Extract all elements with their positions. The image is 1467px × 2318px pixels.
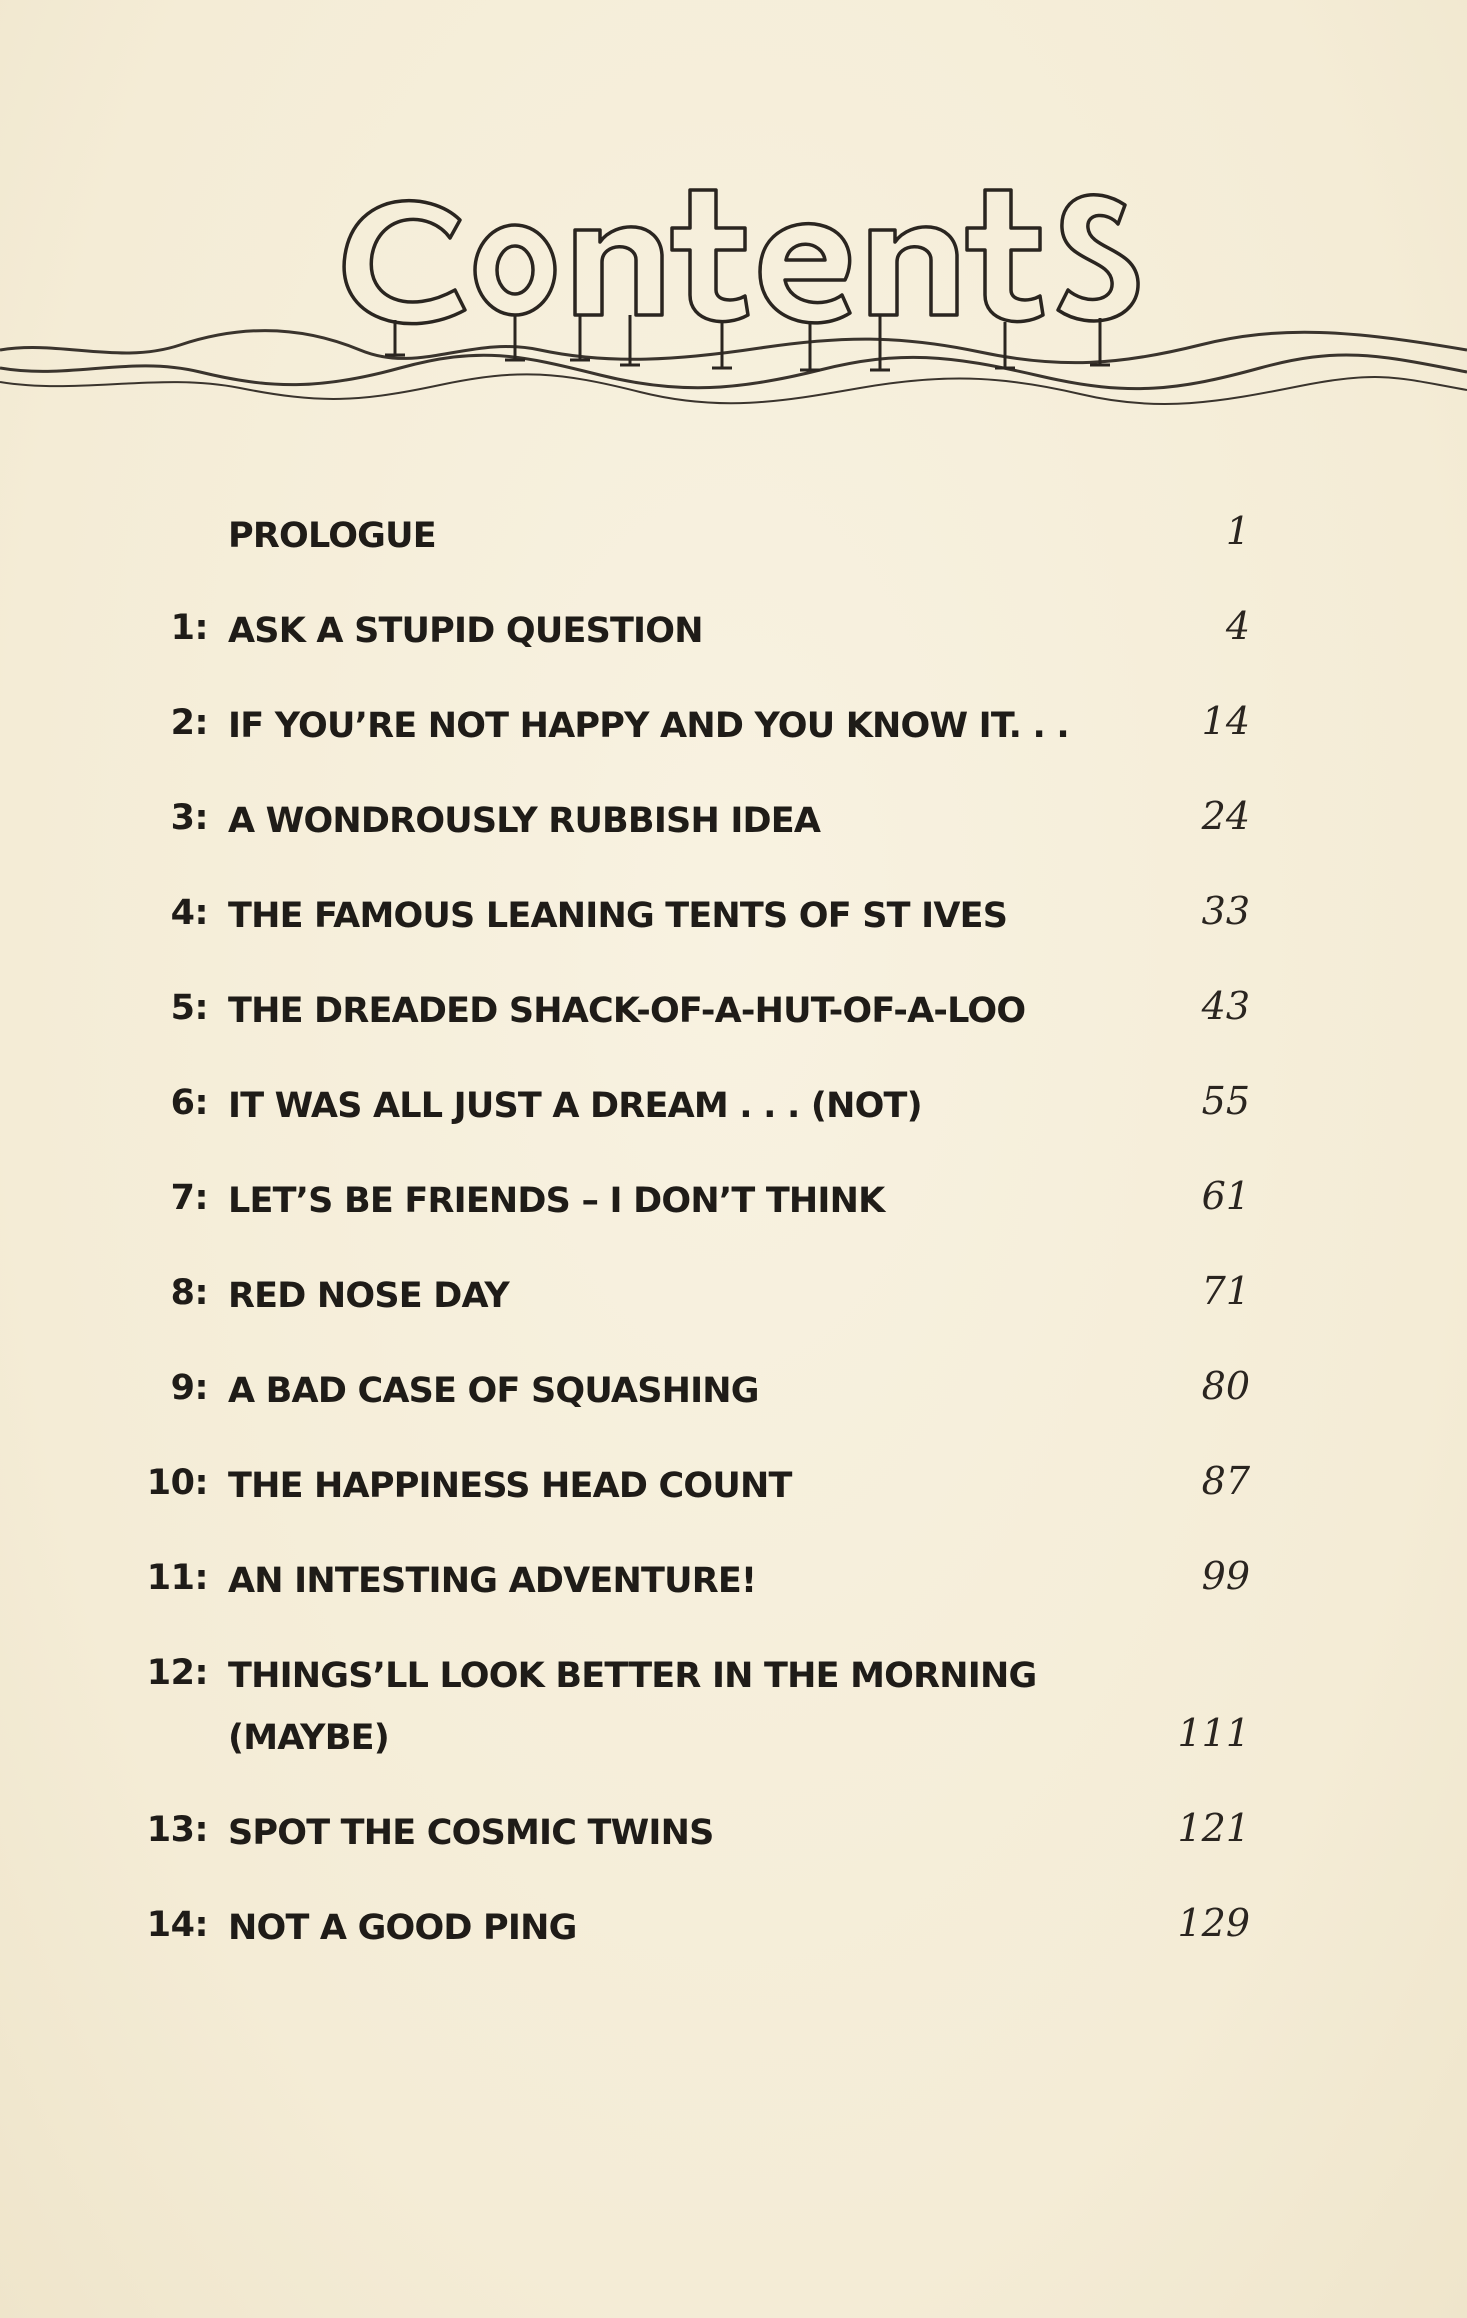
page-number: 24: [1201, 794, 1250, 838]
chapter-title: SPOT THE COSMIC TWINS: [228, 1813, 714, 1853]
contents-title-artwork: [0, 150, 1467, 450]
chapter-number: 4:: [170, 893, 208, 933]
chapter-title: THE FAMOUS LEANING TENTS OF ST IVES: [228, 896, 1008, 936]
toc-entry-10[interactable]: [120, 1455, 1250, 1550]
page-number: 80: [1201, 1364, 1250, 1408]
chapter-title: A WONDROUSLY RUBBISH IDEA: [228, 801, 821, 841]
chapter-number: 6:: [170, 1083, 208, 1123]
chapter-number: 2:: [170, 703, 208, 743]
chapter-title: NOT A GOOD PING: [228, 1908, 577, 1948]
toc-entry-14[interactable]: [120, 1897, 1250, 1992]
page-number: 14: [1201, 699, 1250, 743]
chapter-number: 8:: [170, 1273, 208, 1313]
chapter-title: [228, 1645, 1250, 1769]
chapter-title: ASK A STUPID QUESTION: [228, 611, 703, 651]
table-of-contents: [120, 505, 1250, 1992]
toc-entry-1[interactable]: [120, 600, 1250, 695]
chapter-title: LET’S BE FRIENDS – I DON’T THINK: [228, 1181, 885, 1221]
chapter-number: 10:: [146, 1463, 208, 1503]
chapter-title: IF YOU’RE NOT HAPPY AND YOU KNOW IT. . .: [228, 706, 1069, 746]
toc-entry-13[interactable]: [120, 1802, 1250, 1897]
chapter-title: AN INTESTING ADVENTURE!: [228, 1561, 757, 1601]
toc-entry-2[interactable]: [120, 695, 1250, 790]
toc-entry-7[interactable]: [120, 1170, 1250, 1265]
page-number: 111: [1177, 1711, 1250, 1755]
page-number: 129: [1177, 1901, 1250, 1945]
chapter-number: 1:: [170, 608, 208, 648]
chapter-title: PROLOGUE: [228, 516, 436, 556]
chapter-title-line-1: THINGS’LL LOOK BETTER IN THE MORNING: [228, 1656, 1037, 1696]
chapter-title-line-2: (MAYBE): [228, 1718, 389, 1758]
page-number: 4: [1225, 604, 1250, 648]
page-number: 87: [1201, 1459, 1250, 1503]
chapter-number: [120, 505, 208, 513]
chapter-number: 9:: [170, 1368, 208, 1408]
chapter-number: 12:: [146, 1653, 208, 1693]
page-number: 33: [1201, 889, 1250, 933]
chapter-title: A BAD CASE OF SQUASHING: [228, 1371, 759, 1411]
chapter-title: THE DREADED SHACK-OF-A-HUT-OF-A-LOO: [228, 991, 1026, 1031]
page-number: 99: [1201, 1554, 1250, 1598]
toc-entry-3[interactable]: [120, 790, 1250, 885]
page-number: 61: [1201, 1174, 1250, 1218]
chapter-title: THE HAPPINESS HEAD COUNT: [228, 1466, 792, 1506]
toc-entry-8[interactable]: [120, 1265, 1250, 1360]
page-number: 43: [1201, 984, 1250, 1028]
chapter-title: RED NOSE DAY: [228, 1276, 509, 1316]
page-number: 1: [1225, 509, 1250, 553]
toc-entry-5[interactable]: [120, 980, 1250, 1075]
toc-entry-9[interactable]: [120, 1360, 1250, 1455]
contents-heading: [0, 150, 1467, 450]
chapter-number: 3:: [170, 798, 208, 838]
chapter-number: 5:: [170, 988, 208, 1028]
toc-entry-6[interactable]: [120, 1075, 1250, 1170]
toc-entry-4[interactable]: [120, 885, 1250, 980]
chapter-number: 14:: [146, 1905, 208, 1945]
chapter-number: 11:: [146, 1558, 208, 1598]
chapter-number: 7:: [170, 1178, 208, 1218]
chapter-number: 13:: [146, 1810, 208, 1850]
chapter-title: IT WAS ALL JUST A DREAM . . . (NOT): [228, 1086, 922, 1126]
toc-entry-12[interactable]: [120, 1645, 1250, 1802]
toc-entry-prologue[interactable]: [120, 505, 1250, 600]
page-number: 71: [1201, 1269, 1250, 1313]
toc-entry-11[interactable]: [120, 1550, 1250, 1645]
page-number: 55: [1201, 1079, 1250, 1123]
page-number: 121: [1177, 1806, 1250, 1850]
